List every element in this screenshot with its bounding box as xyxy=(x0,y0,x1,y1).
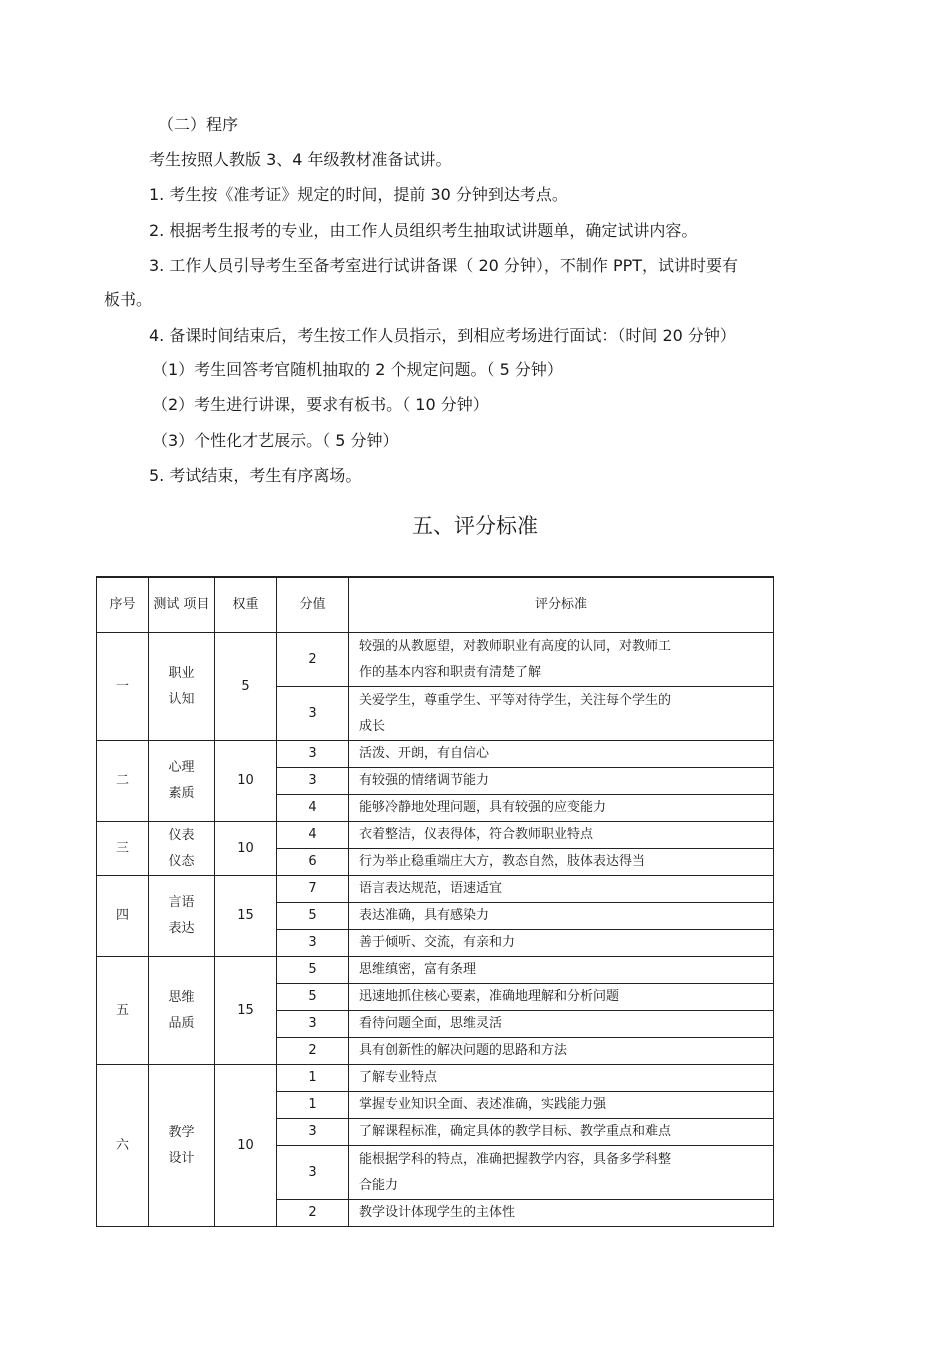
header-weight: 权重 xyxy=(215,577,277,633)
row-criteria: 善于倾听、交流，有亲和力 xyxy=(349,930,774,957)
row-criteria: 思维缜密，富有条理 xyxy=(349,957,774,984)
row-weight: 5 xyxy=(215,633,277,741)
row-index: 一 xyxy=(97,633,149,741)
row-score: 2 xyxy=(277,1200,349,1227)
row-item: 言语 表达 xyxy=(149,876,215,957)
procedure-step-5: 5. 考试结束，考生有序离场。 xyxy=(149,466,362,485)
row-score: 3 xyxy=(277,687,349,741)
procedure-sub-3: （3）个性化才艺展示。（ 5 分钟） xyxy=(152,431,399,450)
procedure-sub-1: （1）考生回答考官随机抽取的 2 个规定问题。（ 5 分钟） xyxy=(152,360,563,379)
row-item: 教学 设计 xyxy=(149,1065,215,1227)
row-score: 3 xyxy=(277,741,349,768)
row-weight: 15 xyxy=(215,876,277,957)
row-score: 5 xyxy=(277,957,349,984)
procedure-step-3-continued: 板书。 xyxy=(104,290,153,309)
row-weight: 10 xyxy=(215,822,277,876)
row-criteria: 能根据学科的特点，准确把握教学内容，具备多学科整 合能力 xyxy=(349,1146,774,1200)
row-score: 3 xyxy=(277,1011,349,1038)
table-row xyxy=(97,957,774,984)
section-title: 五、评分标准 xyxy=(412,514,538,538)
table-row xyxy=(97,1065,774,1092)
row-criteria: 衣着整洁，仪表得体，符合教师职业特点 xyxy=(349,822,774,849)
procedure-sub-2: （2）考生进行讲课，要求有板书。（ 10 分钟） xyxy=(152,395,489,414)
row-criteria: 语言表达规范，语速适宜 xyxy=(349,876,774,903)
procedure-step-2: 2. 根据考生报考的专业，由工作人员组织考生抽取试讲题单，确定试讲内容。 xyxy=(149,221,698,240)
row-index: 五 xyxy=(97,957,149,1065)
row-score: 4 xyxy=(277,822,349,849)
procedure-step-1: 1. 考生按《准考证》规定的时间，提前 30 分钟到达考点。 xyxy=(149,185,568,204)
row-weight: 10 xyxy=(215,1065,277,1227)
row-score: 3 xyxy=(277,1146,349,1200)
table-row xyxy=(97,876,774,903)
table-header-row xyxy=(97,577,774,633)
row-criteria: 表达准确，具有感染力 xyxy=(349,903,774,930)
row-score: 7 xyxy=(277,876,349,903)
row-criteria: 关爱学生，尊重学生、平等对待学生，关注每个学生的 成长 xyxy=(349,687,774,741)
row-weight: 15 xyxy=(215,957,277,1065)
row-score: 2 xyxy=(277,1038,349,1065)
row-criteria: 了解课程标准，确定具体的教学目标、教学重点和难点 xyxy=(349,1119,774,1146)
row-weight: 10 xyxy=(215,741,277,822)
row-score: 3 xyxy=(277,1119,349,1146)
header-index: 序号 xyxy=(97,577,149,633)
row-criteria: 具有创新性的解决问题的思路和方法 xyxy=(349,1038,774,1065)
row-score: 5 xyxy=(277,984,349,1011)
row-criteria: 教学设计体现学生的主体性 xyxy=(349,1200,774,1227)
row-item: 职业 认知 xyxy=(149,633,215,741)
table-row xyxy=(97,822,774,849)
row-score: 6 xyxy=(277,849,349,876)
row-item: 仪表 仪态 xyxy=(149,822,215,876)
procedure-heading: （二）程序 xyxy=(158,115,239,134)
row-score: 3 xyxy=(277,768,349,795)
row-criteria: 活泼、开朗，有自信心 xyxy=(349,741,774,768)
row-score: 4 xyxy=(277,795,349,822)
header-score: 分值 xyxy=(277,577,349,633)
row-score: 1 xyxy=(277,1065,349,1092)
row-criteria: 行为举止稳重端庄大方，教态自然，肢体表达得当 xyxy=(349,849,774,876)
header-criteria: 评分标准 xyxy=(349,577,774,633)
row-item: 思维 品质 xyxy=(149,957,215,1065)
row-index: 四 xyxy=(97,876,149,957)
row-criteria: 迅速地抓住核心要素，准确地理解和分析问题 xyxy=(349,984,774,1011)
header-item: 测试 项目 xyxy=(149,577,215,633)
row-index: 六 xyxy=(97,1065,149,1227)
table-row xyxy=(97,633,774,687)
row-index: 三 xyxy=(97,822,149,876)
row-score: 1 xyxy=(277,1092,349,1119)
table-row xyxy=(97,741,774,768)
row-criteria: 了解专业特点 xyxy=(349,1065,774,1092)
row-criteria: 较强的从教愿望，对教师职业有高度的认同，对教师工 作的基本内容和职责有清楚了解 xyxy=(349,633,774,687)
row-score: 2 xyxy=(277,633,349,687)
row-criteria: 看待问题全面，思维灵活 xyxy=(349,1011,774,1038)
row-criteria: 有较强的情绪调节能力 xyxy=(349,768,774,795)
row-criteria: 能够冷静地处理问题，具有较强的应变能力 xyxy=(349,795,774,822)
row-criteria: 掌握专业知识全面、表述准确，实践能力强 xyxy=(349,1092,774,1119)
row-score: 5 xyxy=(277,903,349,930)
row-item: 心理 素质 xyxy=(149,741,215,822)
row-index: 二 xyxy=(97,741,149,822)
row-score: 3 xyxy=(277,930,349,957)
procedure-step-4: 4. 备课时间结束后，考生按工作人员指示，到相应考场进行面试：（时间 20 分钟） xyxy=(149,326,736,345)
procedure-intro: 考生按照人教版 3、4 年级教材准备试讲。 xyxy=(149,150,452,169)
procedure-step-3: 3. 工作人员引导考生至备考室进行试讲备课（ 20 分钟），不制作 PPT，试讲时要有 xyxy=(149,256,739,275)
scoring-table xyxy=(96,576,774,1227)
